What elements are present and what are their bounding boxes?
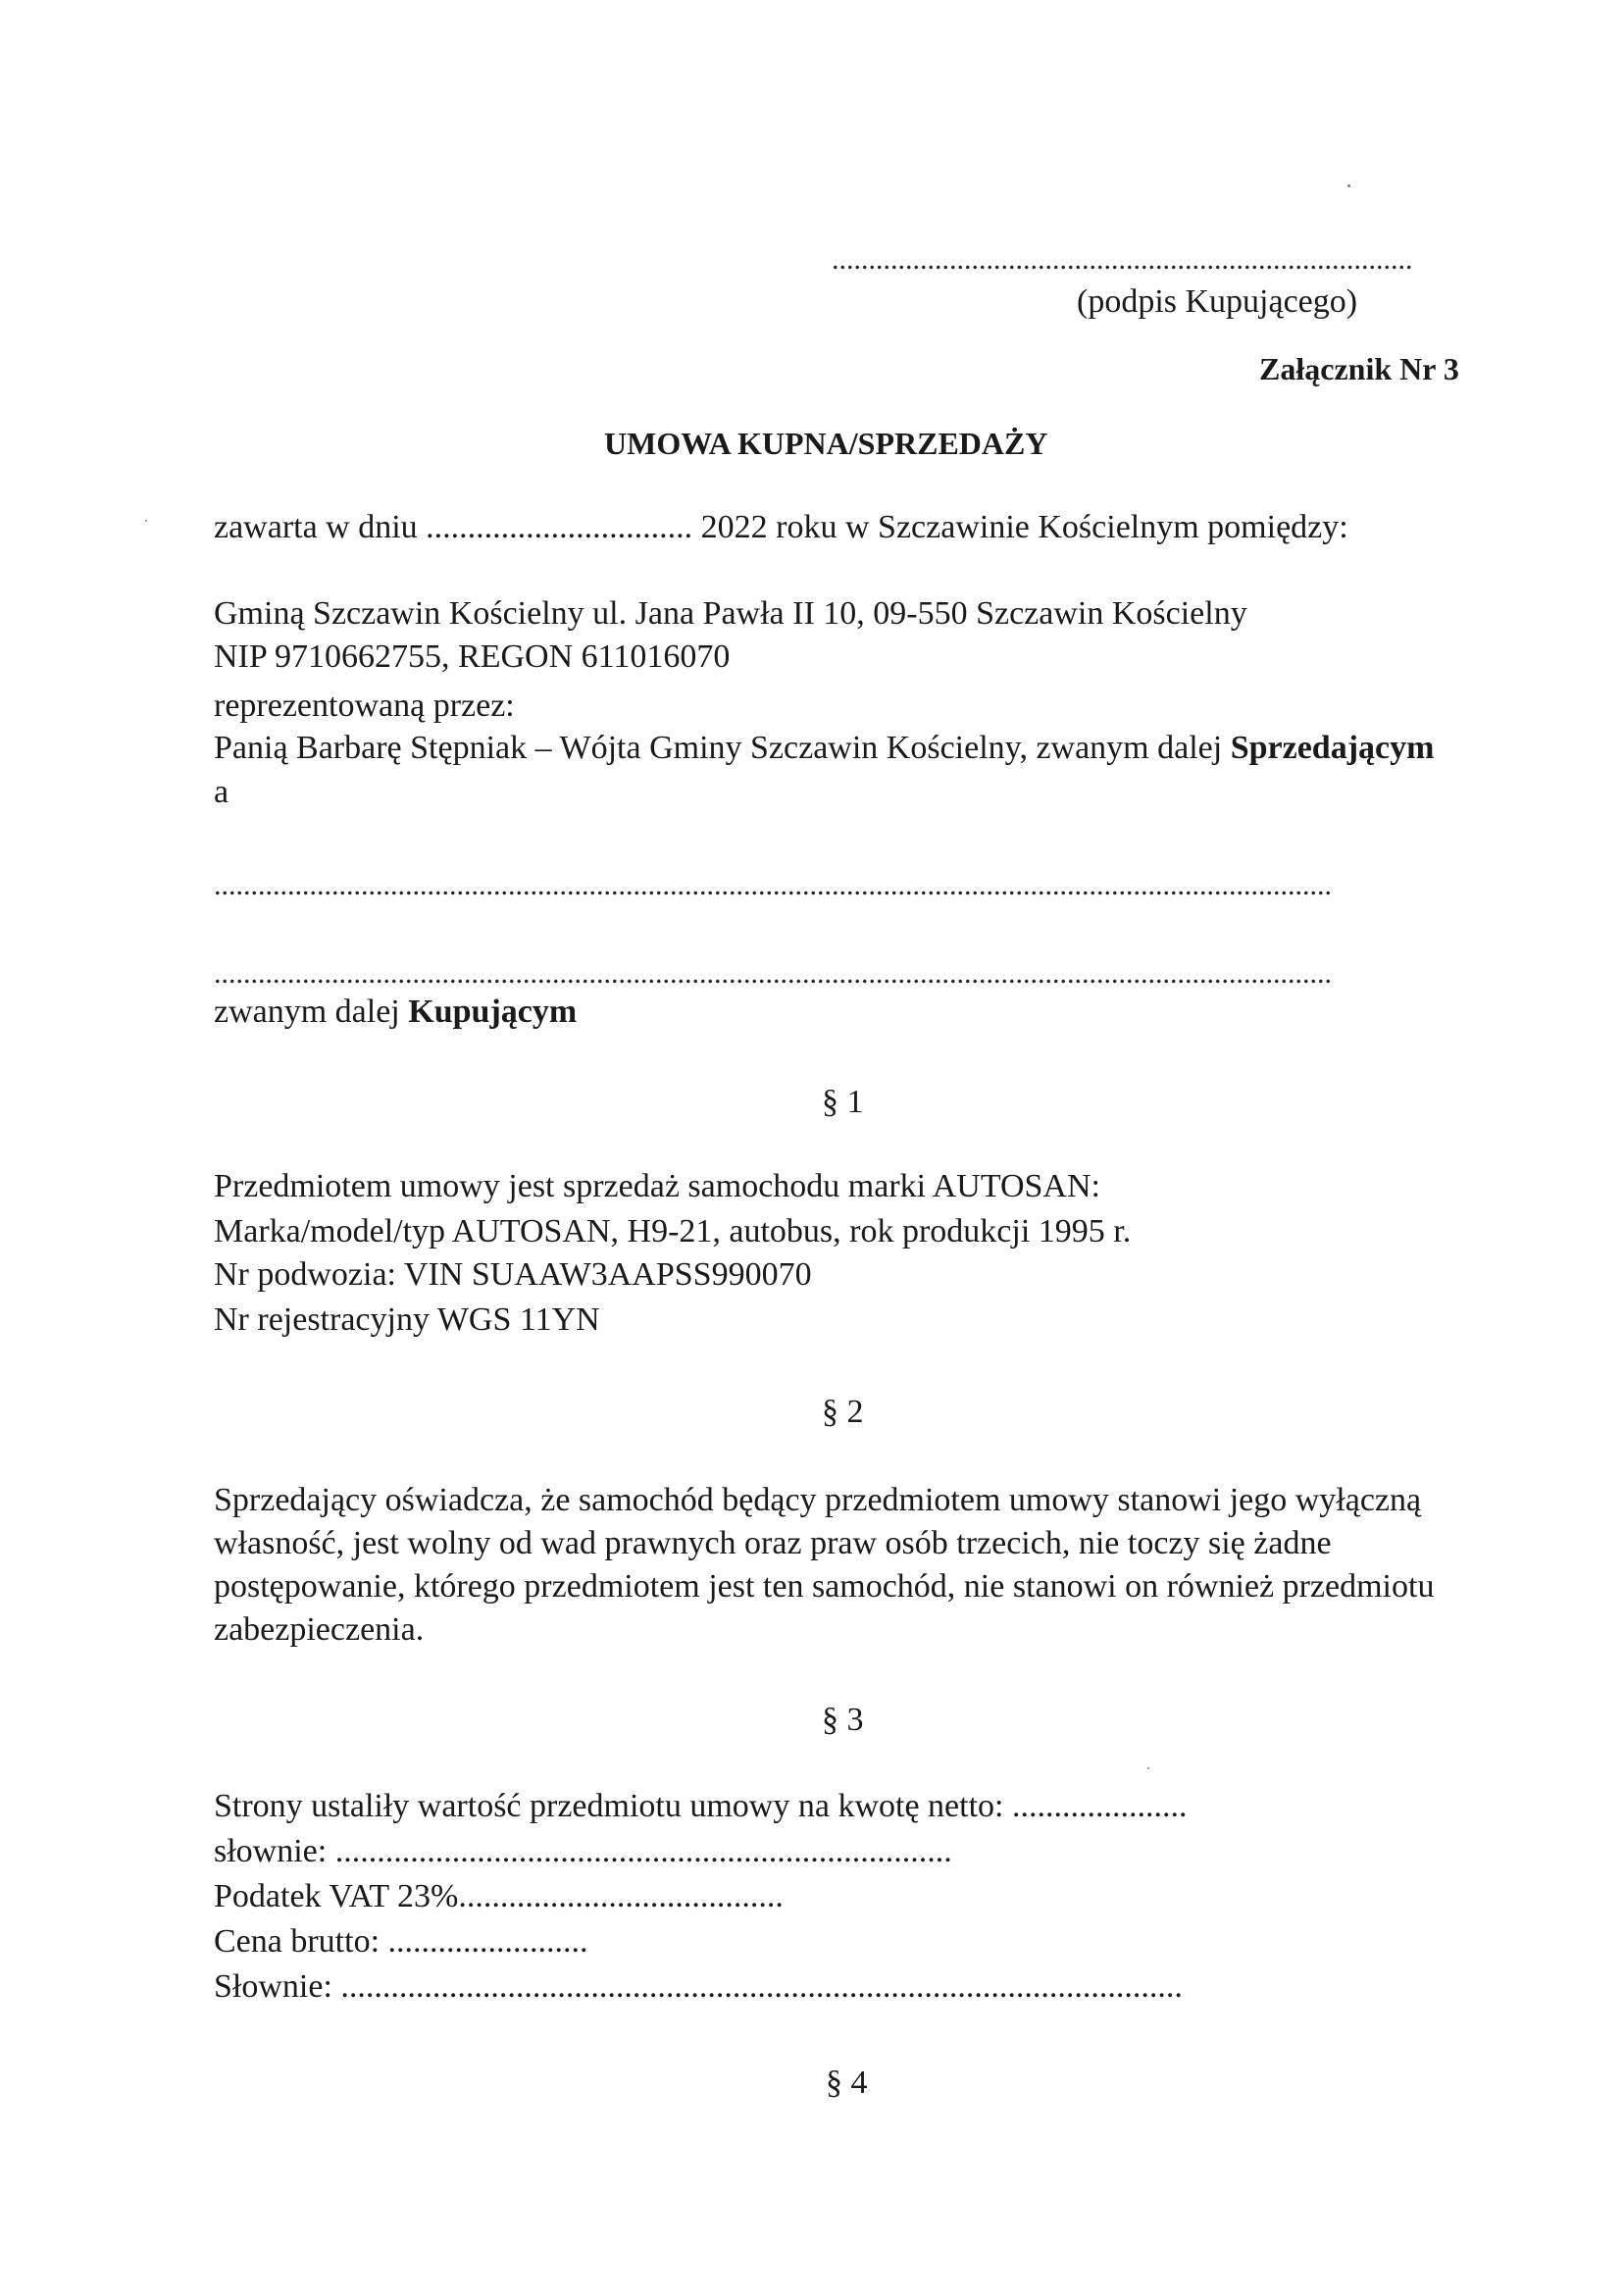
section-2-heading: § 2: [822, 1394, 864, 1430]
section-3-net-words: słownie: ..........................................................................: [214, 1833, 952, 1869]
conjunction: a: [214, 774, 229, 810]
seller-role: Sprzedającym: [1230, 730, 1435, 766]
document-title: UMOWA KUPNA/SPRZEDAŻY: [604, 426, 1048, 461]
seller-representative-text: Panią Barbarę Stępniak – Wójta Gminy Szczawin Kościelny, zwanym dalej: [214, 730, 1231, 766]
seller-address: Gminą Szczawin Kościelny ul. Jana Pawła II 10, 09-550 Szczawin Kościelny: [214, 595, 1247, 632]
buyer-role: Kupującym: [408, 994, 578, 1030]
section-3-gross: Cena brutto: ........................: [214, 1923, 588, 1960]
buyer-label: [214, 993, 577, 1032]
buyer-blank-line: ........................................................................................................................................................: [214, 959, 1332, 989]
scan-speck: [1347, 184, 1350, 187]
seller-representative: [214, 729, 1434, 768]
annex-label: Załącznik Nr 3: [1259, 351, 1459, 386]
section-1-heading: § 1: [822, 1084, 864, 1120]
section-2-text: własność, jest wolny od wad prawnych oraz praw osób trzecich, nie toczy się żadne: [214, 1525, 1332, 1561]
signature-line: ...............................................................................: [832, 245, 1413, 275]
contract-intro: zawarta w dniu ................................ 2022 roku w Szczawinie Kościelnym pomiędzy:: [214, 509, 1348, 545]
section-2-text: zabezpieczenia.: [214, 1611, 425, 1648]
section-3-vat: Podatek VAT 23%.......................................: [214, 1878, 784, 1914]
section-3-heading: § 3: [822, 1702, 864, 1738]
section-3-net-value: Strony ustaliły wartość przedmiotu umowy na kwotę netto: .....................: [214, 1788, 1188, 1824]
section-1-text: Przedmiotem umowy jest sprzedaż samochodu marki AUTOSAN:: [214, 1168, 1100, 1204]
seller-ids: NIP 9710662755, REGON 611016070: [214, 638, 731, 675]
buyer-label-text: zwanym dalej: [214, 994, 409, 1030]
seller-represented-by: reprezentowaną przez:: [214, 688, 515, 724]
section-2-text: Sprzedający oświadcza, że samochód będący przedmiotem umowy stanowi jego wyłączną: [214, 1482, 1422, 1518]
section-2-text: postępowanie, którego przedmiotem jest ten samochód, nie stanowi on również przedmiotu: [214, 1568, 1435, 1605]
section-1-text: Marka/model/typ AUTOSAN, H9-21, autobus, rok produkcji 1995 r.: [214, 1213, 1132, 1249]
signature-label: (podpis Kupującego): [1077, 283, 1358, 320]
buyer-blank-line: ........................................................................................................................................................: [214, 871, 1332, 900]
scan-speck: [1147, 1767, 1149, 1769]
section-4-heading: § 4: [826, 2065, 868, 2101]
section-1-text: Nr rejestracyjny WGS 11YN: [214, 1301, 600, 1338]
scan-speck: [145, 520, 147, 522]
section-1-text: Nr podwozia: VIN SUAAW3AAPSS990070: [214, 1256, 812, 1293]
section-3-gross-words: Słownie: .....................................................................................................: [214, 1968, 1183, 2005]
